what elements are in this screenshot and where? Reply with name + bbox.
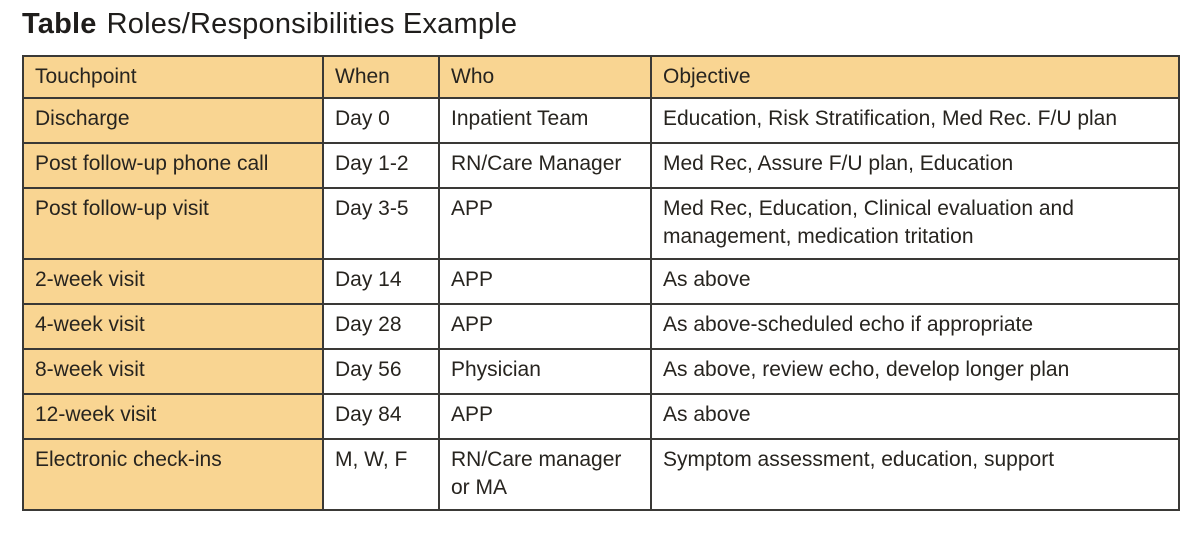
cell-touchpoint: Post follow-up phone call (23, 143, 323, 188)
table-row (23, 188, 1179, 259)
table-title-subtitle: Roles/Responsibilities Example (106, 8, 518, 40)
cell-objective: As above-scheduled echo if appropriate (651, 304, 1179, 349)
cell-touchpoint: Post follow-up visit (23, 188, 323, 259)
column-header-touchpoint: Touchpoint (23, 56, 323, 98)
cell-when: Day 56 (323, 349, 439, 394)
cell-who: RN/Care manager or MA (439, 439, 651, 510)
table-row (23, 259, 1179, 304)
cell-objective: Education, Risk Stratification, Med Rec. F/U plan (651, 98, 1179, 143)
cell-who: Physician (439, 349, 651, 394)
cell-who: APP (439, 259, 651, 304)
table-row (23, 394, 1179, 439)
cell-touchpoint: 4-week visit (23, 304, 323, 349)
column-header-when: When (323, 56, 439, 98)
table-row (23, 98, 1179, 143)
cell-objective: As above (651, 394, 1179, 439)
cell-when: Day 1-2 (323, 143, 439, 188)
cell-who: RN/Care Manager (439, 143, 651, 188)
cell-who: APP (439, 394, 651, 439)
cell-touchpoint: 2-week visit (23, 259, 323, 304)
cell-objective: Med Rec, Education, Clinical evaluation and management, medication tritation (651, 188, 1179, 259)
column-header-objective: Objective (651, 56, 1179, 98)
cell-when: Day 3-5 (323, 188, 439, 259)
cell-objective: As above (651, 259, 1179, 304)
roles-responsibilities-table (22, 55, 1180, 511)
cell-touchpoint: Electronic check-ins (23, 439, 323, 510)
table-row (23, 349, 1179, 394)
cell-when: Day 84 (323, 394, 439, 439)
header-row (23, 56, 1179, 98)
cell-when: Day 0 (323, 98, 439, 143)
cell-touchpoint: 8-week visit (23, 349, 323, 394)
column-header-who: Who (439, 56, 651, 98)
table-row (23, 304, 1179, 349)
cell-who: APP (439, 188, 651, 259)
cell-when: Day 28 (323, 304, 439, 349)
cell-when: Day 14 (323, 259, 439, 304)
cell-who: APP (439, 304, 651, 349)
table-row (23, 143, 1179, 188)
table-title-label: Table (22, 8, 97, 40)
cell-touchpoint: Discharge (23, 98, 323, 143)
cell-when: M, W, F (323, 439, 439, 510)
cell-touchpoint: 12-week visit (23, 394, 323, 439)
cell-objective: Med Rec, Assure F/U plan, Education (651, 143, 1179, 188)
cell-objective: Symptom assessment, education, support (651, 439, 1179, 510)
cell-objective: As above, review echo, develop longer plan (651, 349, 1179, 394)
table-row (23, 439, 1179, 510)
table-title (22, 8, 517, 41)
cell-who: Inpatient Team (439, 98, 651, 143)
